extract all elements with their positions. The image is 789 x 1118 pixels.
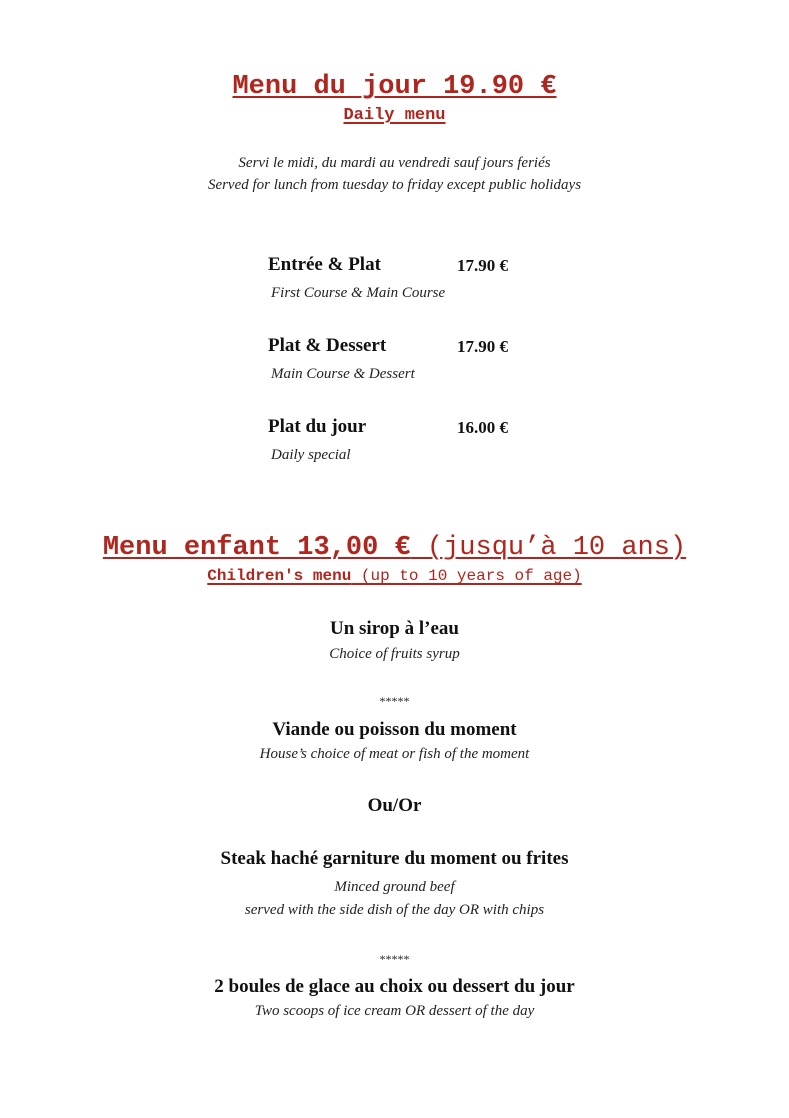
kids-dessert-name: 2 boules de glace au choix ou dessert du jour xyxy=(214,976,575,997)
kids-menu-subtitle-age: (up to 10 years of age) xyxy=(351,567,582,585)
kids-main2-desc-2: served with the side dish of the day OR with chips xyxy=(244,902,545,918)
kids-menu-subtitle-main: Children's menu xyxy=(207,567,352,585)
kids-main1-name: Viande ou poisson du moment xyxy=(272,719,517,740)
menu-item-desc: Main Course & Dessert xyxy=(271,366,415,382)
separator: ***** xyxy=(379,694,410,708)
kids-main1-desc: House’s choice of meat or fish of the moment xyxy=(259,746,530,762)
daily-menu-intro-fr: Servi le midi, du mardi au vendredi sauf jours feriés xyxy=(238,155,551,171)
kids-menu-title-age: (jusqu’à 10 ans) xyxy=(410,533,687,563)
daily-menu-title: Menu du jour 19.90 € xyxy=(232,72,557,102)
kids-menu-title-main: Menu enfant 13,00 € xyxy=(102,533,411,563)
kids-drink-desc: Choice of fruits syrup xyxy=(329,646,460,662)
kids-menu-title xyxy=(0,533,789,563)
menu-item-name: Plat & Dessert xyxy=(268,335,387,356)
or-label: Ou/Or xyxy=(367,795,422,816)
kids-menu-subtitle xyxy=(0,567,789,585)
menu-item-name: Entrée & Plat xyxy=(268,254,381,275)
menu-item-price: 17.90 € xyxy=(457,337,508,356)
daily-menu-intro-en: Served for lunch from tuesday to friday except public holidays xyxy=(207,177,582,193)
menu-item-price: 17.90 € xyxy=(457,256,508,275)
kids-main2-name: Steak haché garniture du moment ou frites xyxy=(220,848,569,869)
kids-drink-name: Un sirop à l’eau xyxy=(330,618,459,639)
kids-dessert-desc: Two scoops of ice cream OR dessert of the day xyxy=(254,1003,535,1019)
menu-item-desc: First Course & Main Course xyxy=(271,285,446,301)
menu-item-name: Plat du jour xyxy=(268,416,367,437)
separator: ***** xyxy=(379,952,410,966)
kids-main2-desc-1: Minced ground beef xyxy=(334,879,455,895)
menu-item-desc: Daily special xyxy=(271,447,351,463)
daily-menu-subtitle: Daily menu xyxy=(343,106,446,125)
menu-item-price: 16.00 € xyxy=(457,418,508,437)
